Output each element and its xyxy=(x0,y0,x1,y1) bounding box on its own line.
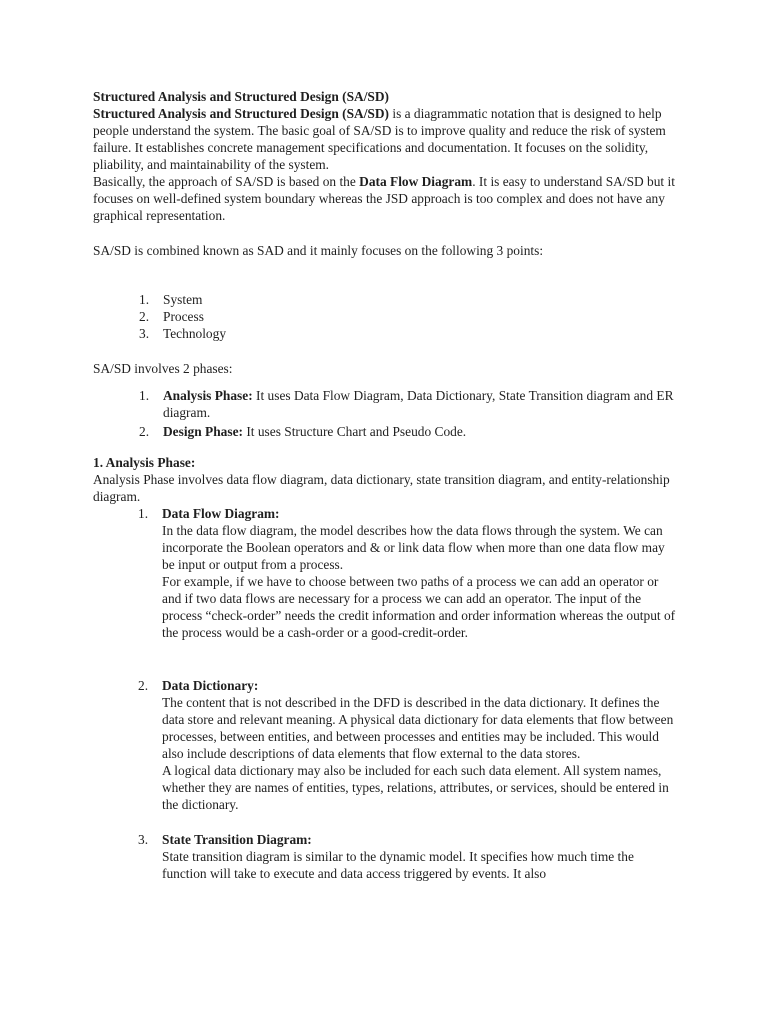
list-number: 1. xyxy=(139,388,150,403)
basic-pre: Basically, the approach of SA/SD is based on the xyxy=(93,174,360,189)
phase-text: It uses Data Flow Diagram, Data Dictionary, State Transition diagram and ER diagram. xyxy=(163,388,674,420)
phases-intro: SA/SD involves 2 phases: xyxy=(93,361,233,376)
phase-text: It uses Structure Chart and Pseudo Code. xyxy=(242,424,467,439)
list-number: 2. xyxy=(139,309,150,324)
list-item xyxy=(93,325,678,342)
list-item xyxy=(93,291,678,308)
document-heading: Structured Analysis and Structured Design (SA/SD) xyxy=(93,89,389,104)
phases-list xyxy=(93,387,678,440)
combined-paragraph: SA/SD is combined known as SAD and it mainly focuses on the following 3 points: xyxy=(93,243,544,258)
section-paragraph: For example, if we have to choose between two paths of a process we can add an operator or and if two data flows are necessary for a process we can add an operator. The input of the process “check-order” needs the credit information and order information whereas the output of the process would be a cash-order or a good-credit-order. xyxy=(162,574,676,640)
section-title: State Transition Diagram: xyxy=(162,832,312,847)
list-text: System xyxy=(163,292,203,307)
phase-title: Analysis Phase: xyxy=(163,388,253,403)
section-number: 1. xyxy=(138,506,149,521)
basic-bold: Data Flow Diagram xyxy=(359,174,473,189)
list-text: Technology xyxy=(163,326,227,341)
analysis-intro: Analysis Phase involves data flow diagram, data dictionary, state transition diagram, and entity-relationship diagram. xyxy=(93,472,670,504)
section-paragraph: The content that is not described in the DFD is described in the data dictionary. It defines the data store and relevant meaning. A physical data dictionary for data elements that flow between processes, between entities, and between processes and entities may be included. This would also include descriptions of data elements that flow external to the data stores. xyxy=(162,695,674,761)
intro-bold: Structured Analysis and Structured Design (SA/SD) xyxy=(93,106,389,121)
document-page xyxy=(93,88,678,882)
section-data-dictionary xyxy=(93,677,678,813)
section-paragraph: In the data flow diagram, the model describes how the data flows through the system. We can incorporate the Boolean operators and & or link data flow when more than one data flow may be input or output from a process. xyxy=(162,523,665,572)
section-number: 3. xyxy=(138,832,149,847)
list-number: 2. xyxy=(139,424,150,439)
analysis-heading: 1. Analysis Phase: xyxy=(93,455,196,470)
intro-paragraph xyxy=(93,105,678,173)
section-paragraph: State transition diagram is similar to the dynamic model. It specifies how much time the function will take to execute and data access triggered by events. It also xyxy=(162,849,634,881)
basic-post: . It is easy to understand SA/SD but it focuses on well-defined system boundary whereas the JSD approach is too complex and does not have any graphical representation. xyxy=(93,174,675,223)
list-item xyxy=(93,387,678,421)
list-item xyxy=(93,308,678,325)
section-number: 2. xyxy=(138,678,149,693)
basic-paragraph xyxy=(93,173,678,224)
list-number: 3. xyxy=(139,326,150,341)
section-state-transition-diagram xyxy=(93,831,678,882)
points-list xyxy=(93,291,678,342)
section-title: Data Flow Diagram: xyxy=(162,506,280,521)
phase-title: Design Phase: xyxy=(163,424,243,439)
intro-text: is a diagrammatic notation that is designed to help people understand the system. The basic goal of SA/SD is to improve quality and reduce the risk of system failure. It establishes concrete management specifications and documentation. It focuses on the solidity, pliability, and maintainability of the system. xyxy=(93,106,666,172)
section-data-flow-diagram xyxy=(93,505,678,641)
section-title: Data Dictionary: xyxy=(162,678,259,693)
list-item xyxy=(93,423,678,440)
list-text: Process xyxy=(163,309,204,324)
list-number: 1. xyxy=(139,292,150,307)
section-paragraph: A logical data dictionary may also be included for each such data element. All system names, whether they are names of entities, types, relations, attributes, or services, should be entered in the dictionary. xyxy=(162,763,669,812)
